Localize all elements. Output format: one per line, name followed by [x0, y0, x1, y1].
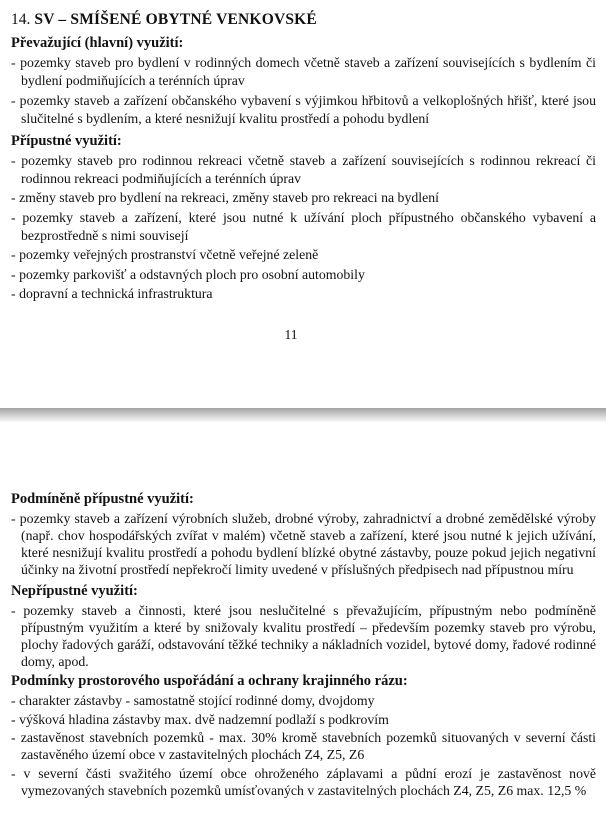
- bullet-dash: -: [11, 730, 16, 745]
- list-item-text: pozemky staveb a činnosti, které jsou neslučitelné s převažujícím, přípustným nebo podmíněně přípustným využitím a které by snižovaly kvalitu prostředí – především pozemky staveb pro výrobu, plochy řadových garáží, odstavování těžké techniky a nákladních vozidel, bytové domy, řadové rodinné domy, apod.: [21, 603, 596, 669]
- bullet-dash: -: [11, 711, 16, 727]
- list-item-text: charakter zástavby - samostatně stojící rodinné domy, dvojdomy: [19, 693, 375, 708]
- list-item: [11, 711, 596, 728]
- list-item-text: pozemky staveb pro rodinnou rekreaci včetně staveb a zařízení souvisejících s rodinnou rekreací či rodinnou rekreaci podmiňujících a terénních úprav: [21, 152, 596, 186]
- list-item: [11, 54, 596, 90]
- heading-title: SV – SMÍŠENÉ OBYTNÉ VENKOVSKÉ: [34, 11, 317, 28]
- bullet-dash: -: [11, 511, 16, 526]
- list-item-text: v severní části svažitého území obce ohroženého záplavami a půdní erozí je zastavěnost nově vymezovaných stavebních pozemků umísťovaných v zastavitelných plochách Z4, Z5, Z6 max. 12,5 %: [21, 765, 596, 798]
- page-1: [0, 10, 606, 305]
- list-item-text: dopravní a technická infrastruktura: [19, 286, 213, 301]
- page-2: [0, 486, 606, 800]
- section-14-heading: [11, 10, 596, 30]
- list-item: [11, 246, 596, 264]
- bullet-dash: -: [11, 765, 16, 781]
- list-item: [11, 729, 596, 763]
- subsection-title-podminky-prostoroveho-usporadani: Podmínky prostorového uspořádání a ochrany krajinného rázu:: [11, 673, 408, 689]
- list-item-text: pozemky staveb a zařízení občanského vybavení s výjimkou hřbitovů a velkoplošných hřišť, které jsou slučitelné s bydlením, a které nesnižují kvalitu prostředí a pohodu bydlení: [19, 92, 596, 126]
- subsection-title-podminene-pripustne-vyuziti: Podmíněně přípustné využití:: [11, 491, 194, 507]
- page-number: 11: [284, 327, 298, 342]
- list-item-text: změny staveb pro bydlení na rekreaci, změny staveb pro rekreaci na bydlení: [19, 190, 439, 205]
- list-item-text: pozemky veřejných prostranství včetně veřejné zeleně: [19, 247, 319, 262]
- list-item: [11, 152, 596, 188]
- list-item: [11, 189, 596, 207]
- list-item: [11, 692, 596, 709]
- list-item: [11, 266, 596, 284]
- list-item: [11, 285, 596, 303]
- list-item: [11, 92, 596, 128]
- bullet-dash: -: [11, 55, 16, 70]
- list-item-text: pozemky parkovišť a odstavných ploch pro osobní automobily: [19, 266, 365, 282]
- heading-number: 14.: [11, 11, 31, 28]
- list-item-text: pozemky staveb a zařízení výrobních služeb, drobné výroby, zahradnictví a drobné zemědělské výroby (např. chov hospodářských zvířat v malém) včetně staveb a zařízení, které jsou nutné k jejich užívání, které nesnižují kvalitu prostředí a pohodu bydlení blízké obytné zástavby, pouze pokud jejich negativní účinky na životní prostředí nepřekročí limity uvedené v příslušných předpisech nad přípustnou míru: [19, 511, 596, 577]
- bullet-dash: -: [11, 152, 16, 168]
- list-item-text: pozemky staveb pro bydlení v rodinných domech včetně staveb a zařízení souvisejících s bydlením či bydlení podmiňujících a terénních úprav: [20, 55, 597, 88]
- bullet-dash: -: [11, 603, 16, 618]
- list-item-text: zastavěnost stavebních pozemků - max. 30% kromě stavebních pozemků situovaných v severní části zastavěného území obce v zastavitelných plochách Z4, Z5, Z6: [20, 730, 596, 762]
- page-separator: [0, 408, 606, 422]
- list-item: [11, 209, 596, 245]
- subsection-title-pripustne-vyuziti: Přípustné využití:: [11, 132, 122, 149]
- bullet-dash: -: [11, 266, 16, 282]
- list-item: [11, 510, 596, 578]
- bullet-dash: -: [11, 92, 16, 108]
- bullet-dash: -: [11, 286, 16, 301]
- list-item: [11, 765, 596, 799]
- list-item: [11, 602, 596, 670]
- subsection-title-nepripustne-vyuziti: Nepřípustné využití:: [11, 583, 138, 599]
- bullet-dash: -: [11, 190, 16, 205]
- bullet-dash: -: [11, 209, 16, 225]
- list-item-text: výšková hladina zástavby max. dvě nadzemní podlaží s podkrovím: [19, 711, 389, 727]
- bullet-dash: -: [11, 693, 16, 708]
- subsection-title-prevazujici-vyuziti: Převažující (hlavní) využití:: [11, 35, 184, 51]
- bullet-dash: -: [11, 247, 16, 262]
- list-item-text: pozemky staveb a zařízení, které jsou nutné k užívání ploch přípustného občanského vybavení a bezprostředně s nimi souvisejí: [21, 209, 597, 243]
